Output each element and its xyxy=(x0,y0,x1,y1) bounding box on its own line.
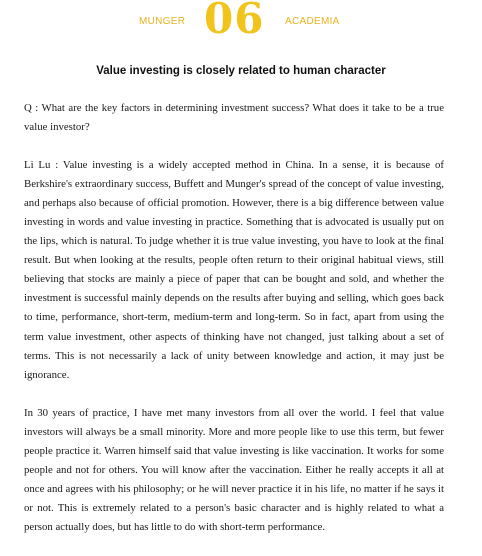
question-paragraph: Q : What are the key factors in determining investment success? What does it take to be a true value investor? xyxy=(24,102,444,134)
answer-paragraph-1: Li Lu : Value investing is a widely accepted method in China. In a sense, it is because of Berkshire's extraordinary success, Buffett and Munger's spread of the concept of value investing, and perhaps also because of official promotion. However, there is a big difference between value investing in words and value investing in practice. Something that is advocated is usually put on the lips, which is natural. To judge whether it is true value investing, you have to look at the final result. But when looking at the results, people often return to their original habitual views, still believing that stocks are mainly a piece of paper that can be bought and sold, and whether the investment is successful mainly depends on the results after buying and selling, which goes back to time, performance, short-term, medium-term and long-term. So in fact, apart from using the term value investment, other aspects of thinking have not changed, just talking about a set of terms. This is not necessarily a lack of unity between knowledge and action, it may just be ignorance. xyxy=(24,159,444,381)
page-header xyxy=(0,0,482,44)
answer-paragraph-2: In 30 years of practice, I have met many investors from all over the world. I feel that value investors will always be a small minority. More and more people like to use this term, but fewer people practice it. Warren himself said that value investing is like vaccination. It works for some people and not for others. You will know after the vaccination. Either he really accepts it all at once and agrees with his philosophy; or he will never practice it in his life, no matter if he says it or not. This is extremely related to a person's basic character and is highly related to what a person actually does, but has little to do with short-term performance. xyxy=(24,406,444,533)
article-body xyxy=(24,99,444,556)
header-left-label: MUNGER xyxy=(139,16,186,27)
article-title: Value investing is closely related to human character xyxy=(96,65,386,77)
chapter-number: 06 xyxy=(204,0,265,43)
header-right-label: ACADEMIA xyxy=(285,16,340,27)
